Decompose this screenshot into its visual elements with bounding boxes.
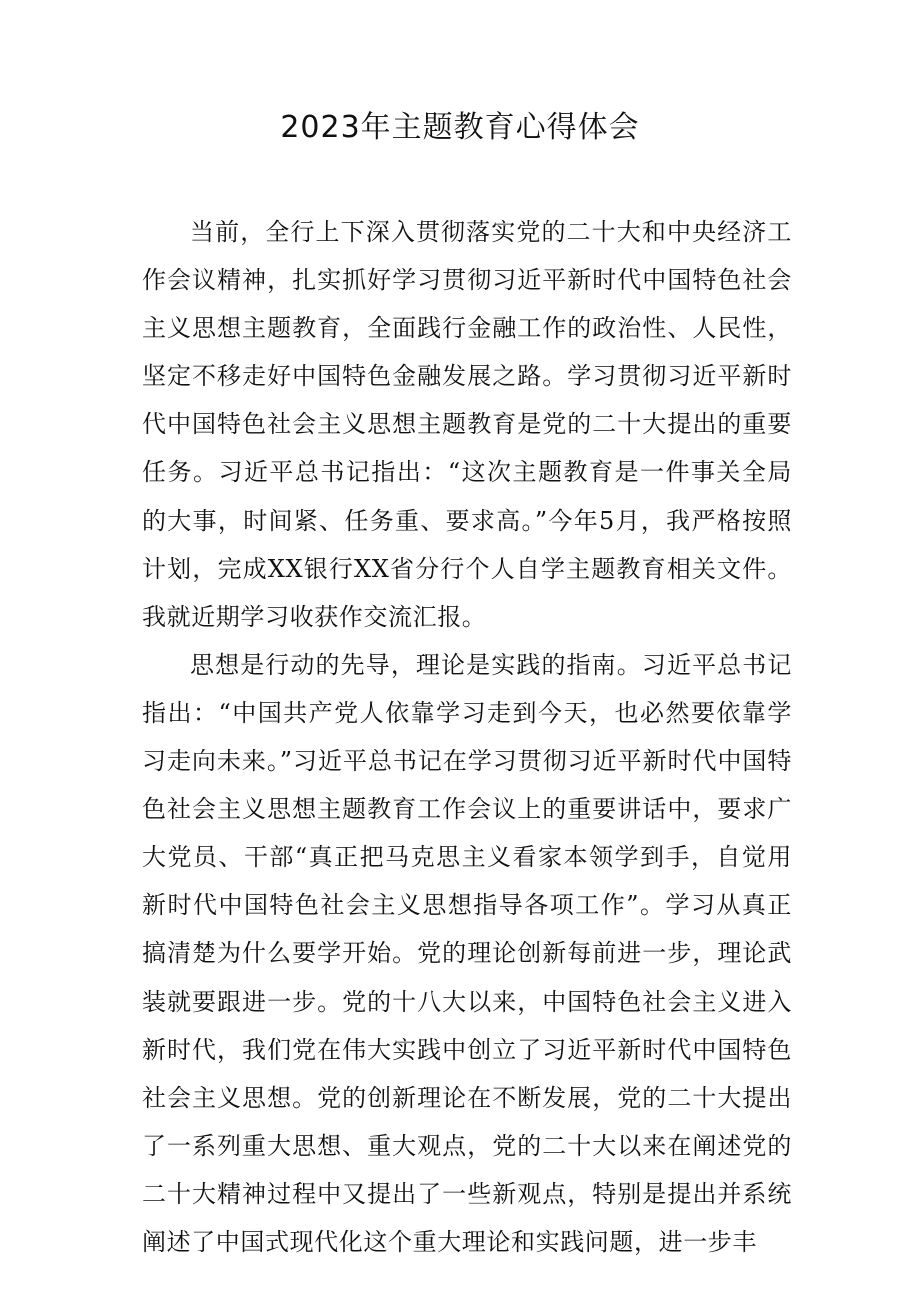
paragraph-1: 当前，全行上下深入贯彻落实党的二十大和中央经济工作会议精神，扎实抓好学习贯彻习近平新时代中国特色社会主义思想主题教育，全面践行金融工作的政治性、人民性，坚定不移走好中国特色金融发展之路。学习贯彻习近平新时代中国特色社会主义思想主题教育是党的二十大提出的重要任务。习近平总书记指出：“这次主题教育是一件事关全局的大事，时间紧、任务重、要求高。”今年5月，我严格按照计划，完成XX银行XX省分行个人自学主题教育相关文件。我就近期学习收获作交流汇报。 [142, 218, 792, 631]
document-body [142, 208, 792, 1266]
paragraph-2: 思想是行动的先导，理论是实践的指南。习近平总书记指出：“中国共产党人依靠学习走到今天，也必然要依靠学习走向未来。”习近平总书记在学习贯彻习近平新时代中国特色社会主义思想主题教育工作会议上的重要讲话中，要求广大党员、干部“真正把马克思主义看家本领学到手，自觉用新时代中国特色社会主义思想指导各项工作”。学习从真正搞清楚为什么要学开始。党的理论创新每前进一步，理论武装就要跟进一步。党的十八大以来，中国特色社会主义进入新时代，我们党在伟大实践中创立了习近平新时代中国特色社会主义思想。党的创新理论在不断发展，党的二十大提出了一系列重大思想、重大观点，党的二十大以来在阐述党的二十大精神过程中又提出了一些新观点，特别是提出并系统阐述了中国式现代化这个重大理论和实践问题，进一步丰 [142, 650, 792, 1256]
document-title: 2023年主题教育心得体会 [280, 110, 640, 145]
